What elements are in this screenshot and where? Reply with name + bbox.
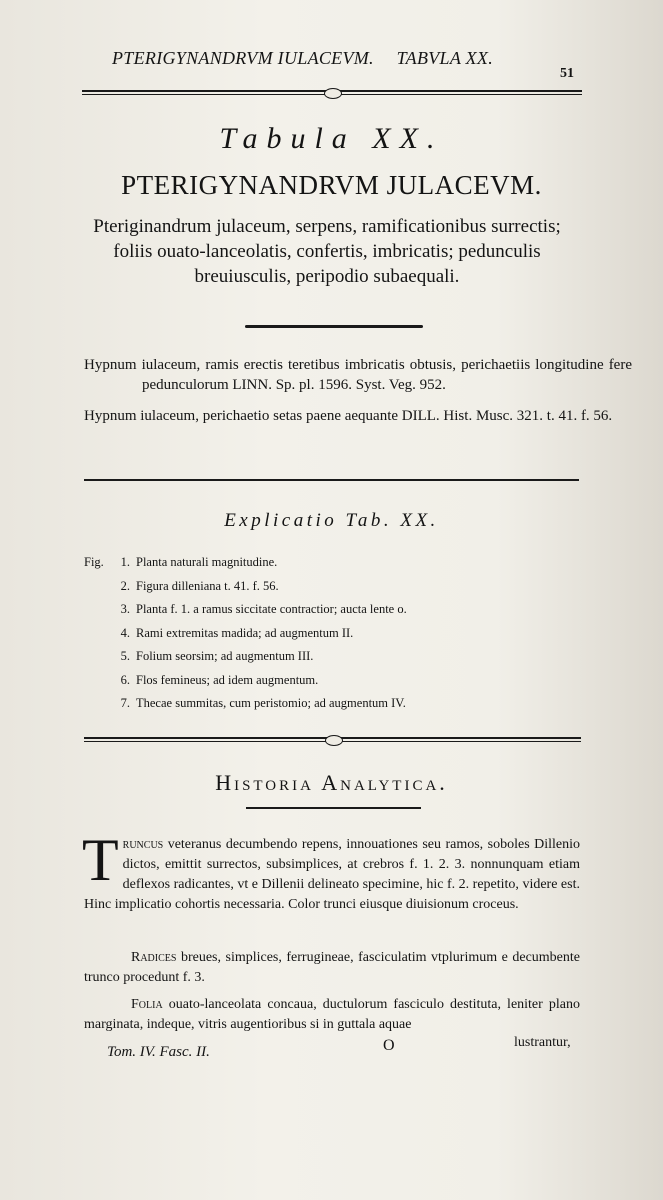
volume-footer: Tom. IV. Fasc. II. (107, 1044, 210, 1060)
historia-title: Historia Analytica. (215, 770, 448, 795)
figure-number: 5. (120, 649, 130, 663)
explicatio-title: Explicatio Tab. XX. (224, 510, 439, 531)
synonym-dillenius: Hypnum iulaceum, perichaetio setas paene aequante DILL. Hist. Musc. 321. t. 41. f. 56. (84, 408, 613, 424)
figure-item (84, 694, 564, 718)
figure-caption: Flos femineus; ad idem augmentum. (136, 672, 319, 687)
synonym-linnaeus: Hypnum iulaceum, ramis erectis teretibus imbricatis obtusis, perichaetiis longitudine fere pedunculorum LINN. Sp. pl. 1596. Syst. Veg. 952. (84, 357, 632, 393)
signature-mark: O (383, 1037, 395, 1054)
species-title: PTERIGYNANDRVM JULACEVM. (121, 170, 542, 200)
running-head (112, 48, 532, 69)
paragraph-truncus (82, 827, 580, 915)
figure-list (84, 553, 564, 718)
figure-caption: Planta naturali magnitudine. (136, 555, 278, 569)
paragraph-folia (84, 995, 580, 1035)
lead-word: Radices (131, 950, 177, 965)
lead-word: runcus (122, 837, 164, 852)
tabula-title: Tabula XX. (219, 122, 444, 155)
figure-number: 7. (120, 696, 130, 710)
figure-item (84, 577, 564, 601)
figure-item (84, 600, 564, 624)
figure-item (84, 553, 564, 577)
paragraph-radices (84, 948, 580, 988)
lead-word: Folia (131, 997, 163, 1012)
section-rule (84, 479, 579, 481)
figure-number: 2. (120, 578, 130, 593)
drop-cap: T (82, 827, 119, 893)
figure-caption: Rami extremitas madida; ad augmentum II. (136, 625, 354, 640)
paragraph-text: breues, simplices, ferrugineae, fasciculatim vtplurimum e decumbente trunco procedunt f. 3. (84, 950, 580, 985)
figure-number: 4. (120, 625, 130, 640)
running-head-left: PTERIGYNANDRVM IULACEVM. (112, 48, 374, 68)
figure-caption: Figura dilleniana t. 41. f. 56. (136, 578, 279, 593)
ornamental-short-rule (245, 325, 423, 328)
page-number: 51 (560, 66, 574, 81)
paragraph-text: ouato-lanceolata concaua, ductulorum fasciculo destituta, leniter plano marginata, indeque, vitris augentioribus si in guttala aquae (84, 997, 580, 1032)
running-head-right: TABVLA XX. (396, 48, 494, 68)
figure-number: 1. (120, 555, 130, 569)
figure-caption: Thecae summitas, cum peristomio; ad augmentum IV. (136, 696, 406, 710)
figure-number: 6. (120, 672, 130, 687)
figure-item (84, 671, 564, 695)
fig-label: Fig. (84, 555, 104, 569)
figure-caption: Planta f. 1. a ramus siccitate contractior; aucta lente o. (136, 602, 407, 616)
figure-caption: Folium seorsim; ad augmentum III. (136, 649, 314, 663)
catchword: lustrantur, (514, 1035, 571, 1050)
figure-item (84, 647, 564, 671)
figure-item (84, 624, 564, 648)
paragraph-text: veteranus decumbendo repens, innouationes seu ramos, soboles Dillenio dictos, emittit surrectos, subsimplices, at crebros f. 1. 2. 3. nonnunquam etiam deflexos radicantes, vt e Dillenii delineato specimine, hic f. 2. repetito, videre est. Hinc implicatio cohortis necessaria. Color trunci eiusque diuisionum croceus. (84, 837, 580, 912)
ornamental-rule-top (82, 88, 582, 98)
figure-number: 3. (120, 602, 130, 616)
species-diagnosis: Pteriginandrum julaceum, serpens, ramificationibus surrectis; foliis ouato-lanceolatis, confertis, imbricatis; pedunculis breuiusculis, peripodio subaequali. (93, 216, 561, 287)
ornamental-rule-middle (84, 735, 581, 745)
historia-rule (246, 807, 421, 809)
